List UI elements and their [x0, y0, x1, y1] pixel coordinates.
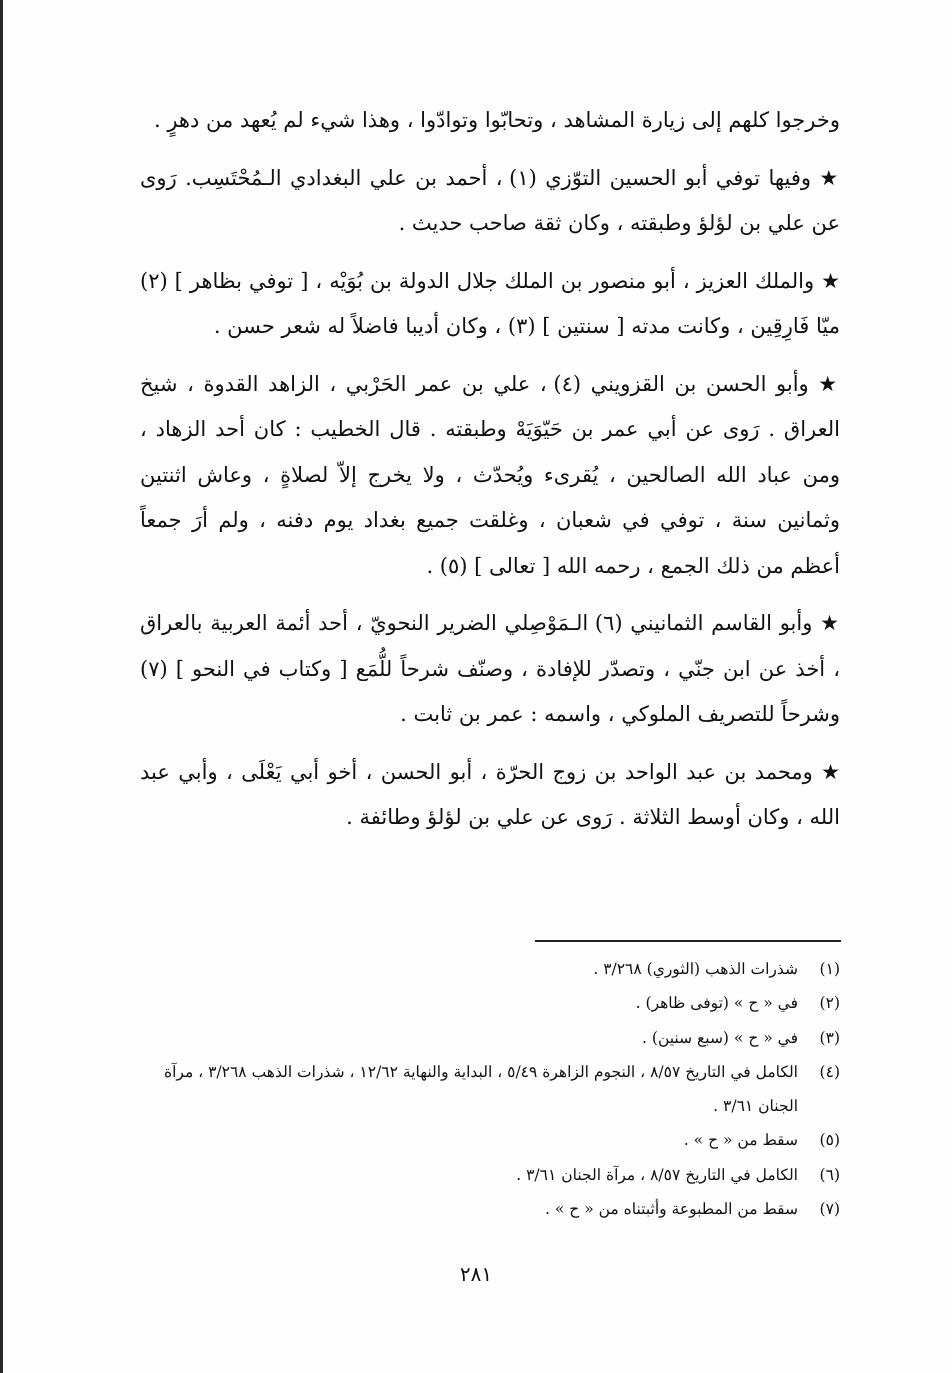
footnote-1: [138, 952, 840, 986]
paragraph-6: ★ ومحمد بن عبد الواحد بن زوج الحرّة ، أبو الحسن ، أخو أبي يَعْلَى ، وأبي عبد الله ، وكان أوسط الثلاثة . رَوى عن علي بن لؤلؤ وطائفة .: [140, 759, 840, 829]
paragraph-2: ★ وفيها توفي أبو الحسين التوّزي (١) ، أحمد بن علي البغدادي الـمُحْتَسِب. رَوى عن علي بن لؤلؤ وطبقته ، وكان ثقة صاحب حديث .: [140, 165, 840, 235]
page-binding-edge: [0, 0, 3, 1373]
footnote-text: سقط من « ح » .: [683, 1131, 798, 1150]
footnote-number: (٦): [819, 1165, 840, 1184]
paragraph-3: ★ والملك العزيز ، أبو منصور بن الملك جلال الدولة بن بُوَيْه ، [ توفي بظاهر ] (٢) ميّا فَارِقِين ، وكانت مدته [ سنتين ] (٣) ، وكان أديبا فاضلاً له شعر حسن .: [140, 268, 840, 338]
main-text: [140, 98, 840, 853]
footnote-7: [138, 1192, 840, 1226]
footnote-text: في « ح » (توفى ظاهر) .: [635, 994, 798, 1013]
footnote-number: (٢): [819, 994, 840, 1013]
footnote-number: (٤): [819, 1062, 840, 1081]
footnote-number: (١): [819, 960, 840, 978]
footnote-3: [138, 1021, 840, 1055]
paragraph-5: ★ وأبو القاسم الثمانيني (٦) الـمَوْصِلي الضرير النحويّ ، أحد أئمة العربية بالعراق ، أخذ عن ابن جنّي ، وتصدّر للإفادة ، وصنّف شرحاً للُّمَع [ وكتاب في النحو ] (٧) وشرحاً للتصريف الملوكي ، واسمه : عمر بن ثابت .: [140, 611, 840, 726]
paragraph-1: وخرجوا كلهم إلى زيارة المشاهد ، وتحابّوا وتوادّوا ، وهذا شيء لم يُعهد من دهرٍ .: [153, 108, 840, 132]
footnote-text: الكامل في التاريخ ٨/٥٧ ، النجوم الزاهرة ٥/٤٩ ، البداية والنهاية ١٢/٦٢ ، شذرات الذهب ٣/٢٦٨ ، مرآة الجنان ٣/٦١ .: [163, 1062, 798, 1116]
footnotes: [138, 952, 840, 1226]
footnote-divider: [535, 940, 841, 942]
footnote-text: سقط من المطبوعة وأثبتناه من « ح » .: [545, 1200, 798, 1219]
footnote-6: [138, 1158, 840, 1192]
footnote-text: شذرات الذهب (الثوري) ٣/٢٦٨ .: [593, 960, 798, 978]
paragraph-4: ★ وأبو الحسن بن القزويني (٤) ، علي بن عمر الحَرْبي ، الزاهد القدوة ، شيخ العراق . رَوى عن أبي عمر بن حَيّوَيَهْ وطبقته . قال الخطيب : كان أحد الزهاد ، ومن عباد الله الصالحين ، يُقرىء ويُحدّث ، ولا يخرج إلاّ لصلاةٍ ، وعاش اثنتين وثمانين سنة ، توفي في شعبان ، وغلقت جميع بغداد يوم دفنه ، ولم أرَ جمعاً أعظم من ذلك الجمع ، رحمه الله [ تعالى ] (٥) .: [140, 371, 840, 578]
footnote-text: في « ح » (سبع سنين) .: [642, 1028, 798, 1047]
page-number: ٢٨١: [459, 1262, 493, 1286]
footnote-5: [138, 1123, 840, 1157]
footnote-2: [138, 986, 840, 1020]
footnote-number: (٥): [819, 1131, 840, 1150]
footnote-number: (٣): [819, 1028, 840, 1047]
footnote-4: [138, 1055, 840, 1124]
footnote-number: (٧): [819, 1200, 840, 1219]
footnote-text: الكامل في التاريخ ٨/٥٧ ، مرآة الجنان ٣/٦١ .: [516, 1165, 798, 1184]
